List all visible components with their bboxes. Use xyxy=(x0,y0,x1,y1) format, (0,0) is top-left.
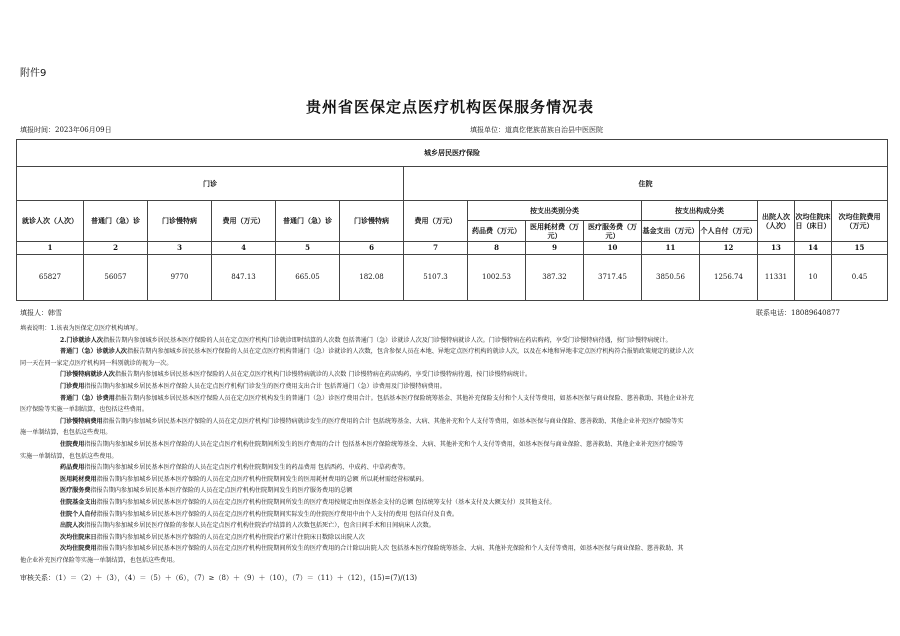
note-term: 医疗服务费 xyxy=(60,487,91,495)
fill-time-value: 2023年06月09日 xyxy=(55,126,112,134)
header-consumable: 医用耗材费（万元） xyxy=(526,221,584,242)
note-line xyxy=(20,404,880,416)
outpatient-header: 门诊 xyxy=(17,167,404,201)
note-text: 指报告期内参加城乡居民基本医疗保险的人员在定点医疗机构住院期间发生的药品费用 包括西药、中成药、中草药费等。 xyxy=(84,464,410,472)
note-line xyxy=(20,532,880,544)
header-chronic-cost: 门诊慢特病 xyxy=(340,201,404,242)
note-text: 指报告期内参加城乡居民基本医疗保险的人员在定点医疗机构门诊就诊即时结算的人次数 包括普通门（急）诊就诊人次及门诊慢特病就诊人次。门诊慢特病在药店购药，享受门诊慢特病待遇，按门诊慢特病统计。 xyxy=(102,336,672,344)
value-cell: 11331 xyxy=(758,255,795,301)
note-line xyxy=(20,439,880,451)
note-text: 指报告期内参加城乡居民基本医疗保险的人员在定点医疗机构住院期间发生的医疗服务费用的总额 xyxy=(90,487,353,495)
value-cell: 387.32 xyxy=(526,255,584,301)
note-line xyxy=(20,427,880,439)
value-cell: 182.08 xyxy=(340,255,404,301)
header-inpatient-cost: 费用（万元） xyxy=(404,201,468,242)
fill-unit-label: 填报单位： xyxy=(470,126,505,134)
value-cell: 3717.45 xyxy=(584,255,642,301)
filler xyxy=(20,308,62,318)
note-line xyxy=(20,485,880,497)
col-number: 6 xyxy=(340,242,404,255)
note-line xyxy=(20,555,880,567)
note-text: 指报告期内参加城乡居民基本医疗保险的人员在定点医疗机构住院期间所发生的医疗费用的合计 包括基本医疗保险统筹基金、大病、其他补充和个人支付等费用，如基本医保与商业保险、慈善救助、其他企业补充医疗保险等 xyxy=(84,440,684,448)
header-chronic-visits: 门诊慢特病 xyxy=(148,201,212,242)
note-term: 药品费用 xyxy=(60,464,85,472)
note-term: 医用耗材费用 xyxy=(60,475,97,483)
col-number: 1 xyxy=(17,242,84,255)
note-term: 住院基金支出 xyxy=(60,498,97,506)
note-line xyxy=(20,497,880,509)
note-text: 医疗保险等实施一单制结算，也包括这些费用。 xyxy=(20,406,148,414)
section-header: 城乡居民医疗保险 xyxy=(17,140,888,167)
note-line xyxy=(20,462,880,474)
phone xyxy=(756,308,840,318)
note-text: 指报告期内参加城乡居民基本医疗保险的人员在定点医疗机构住院期间所发生的医疗费用的合计除以出院人次 包括基本医疗保险统筹基金、大病、其他补充保险和个人支付等费用，如基本医保与商业保险、慈善救助、其 xyxy=(96,545,684,553)
note-term: 住院个人自付 xyxy=(60,510,97,518)
fill-unit-value: 道真仡佬族苗族自治县中医医院 xyxy=(505,126,603,134)
note-text: 同一天在同一家定点医疗机构同一科别就诊的视为一次。 xyxy=(20,359,173,367)
note-text: 指报告期内参加城乡居民基本医疗保险的人员在定点医疗机构门诊慢特病就诊的人次数 门诊慢特病在药店购药，享受门诊慢特病待遇，按门诊慢特病统计。 xyxy=(114,371,532,379)
note-line xyxy=(20,416,880,428)
col-number: 12 xyxy=(700,242,758,255)
note-line xyxy=(20,474,880,486)
header-by-category: 按支出类别分类 xyxy=(468,201,642,221)
header-by-structure: 按支出构成分类 xyxy=(642,201,758,221)
col-number: 15 xyxy=(832,242,888,255)
filler-label: 填报人： xyxy=(20,309,48,317)
fill-instructions xyxy=(20,323,880,566)
header-avg-bed-days: 次均住院床日（床日） xyxy=(795,201,832,242)
value-cell: 1002.53 xyxy=(468,255,526,301)
fill-unit xyxy=(470,125,603,135)
header-discharges: 出院人次（人次） xyxy=(758,201,795,242)
col-number: 5 xyxy=(276,242,340,255)
value-cell: 847.13 xyxy=(212,255,276,301)
col-number: 11 xyxy=(642,242,700,255)
col-number: 7 xyxy=(404,242,468,255)
note-text: 实施一单制结算，也包括这些费用。 xyxy=(20,452,118,460)
note-text: 指报告期内参加城乡居民基本医疗保险的人员在定点医疗机构住院期间发生的医用耗材费用的总额 所以耗材需经营标赋码。 xyxy=(96,475,428,483)
note-term: 门诊慢特病就诊人次 xyxy=(60,371,115,379)
note-line xyxy=(20,543,880,555)
note-text: 指报告期内参加城乡居民基本医疗保险人员在定点医疗机构门诊发生的医疗费用支出合计 包括普通门（急）诊费用及门诊慢特病费用。 xyxy=(84,382,446,390)
header-service: 医疗服务费（万元） xyxy=(584,221,642,242)
appendix-label: 附件9 xyxy=(20,68,47,79)
value-cell: 65827 xyxy=(17,255,84,301)
header-general-cost: 普通门（急）诊 xyxy=(276,201,340,242)
note-line xyxy=(20,509,880,521)
col-number: 4 xyxy=(212,242,276,255)
col-number: 14 xyxy=(795,242,832,255)
note-text: 他企业补充医疗保险等实施一单制结算，也包括这些费用。 xyxy=(20,556,179,564)
service-table xyxy=(16,139,888,301)
note-line xyxy=(20,520,880,532)
audit-relation: 审核关系：（1）＝（2）＋（3），（4）＝（5）＋（6），（7）≥（8）＋（9）＋（10），（7）＝（11）＋（12），(15)=(7)/(13) xyxy=(20,574,417,582)
note-term: 普通门（急）诊费用 xyxy=(60,394,115,402)
inpatient-header: 住院 xyxy=(404,167,888,201)
value-cell: 0.45 xyxy=(832,255,888,301)
note-line xyxy=(20,323,880,335)
header-outpatient-cost: 费用（万元） xyxy=(212,201,276,242)
note-term: 2.门诊就诊人次 xyxy=(60,336,103,344)
note-line xyxy=(20,381,880,393)
note-line xyxy=(20,335,880,347)
value-cell: 665.05 xyxy=(276,255,340,301)
value-cell: 56057 xyxy=(84,255,148,301)
phone-label: 联系电话： xyxy=(756,309,791,317)
note-line xyxy=(20,346,880,358)
note-text: 指报告期内参加城乡居民基本医疗保险的人员在定点医疗机构门诊慢特病就诊发生的医疗费用的合计 包括统筹基金、大病、其他补充和个人支付等费用，如基本医保与商业保险、慈善救助、其他企业补充医疗保险等实 xyxy=(102,417,684,425)
note-line xyxy=(20,393,880,405)
note-term: 普通门（急）诊就诊人次 xyxy=(60,348,128,356)
phone-value: 18089640877 xyxy=(791,309,840,317)
note-term: 次均住院床日 xyxy=(60,533,97,541)
note-text: 指报告期内参加城乡居民基本医疗保险的人员在定点医疗机构住院治疗累计住院床日数除以出院人次 xyxy=(96,533,365,541)
note-term: 次均住院费用 xyxy=(60,545,97,553)
header-fund: 基金支出（万元） xyxy=(642,221,700,242)
fill-time xyxy=(20,125,112,135)
header-self-pay: 个人自付（万元） xyxy=(700,221,758,242)
value-cell: 1256.74 xyxy=(700,255,758,301)
value-cell: 10 xyxy=(795,255,832,301)
note-text: 指报告期内参加城乡居民基本医疗保险的人员在定点医疗机构住院期间实际发生的住院医疗费用中由个人支付的费用 包括自付及自费。 xyxy=(96,510,459,518)
note-text: 指报告期内参加城乡居民基本医疗保险的人员在定点医疗机构住院期间所发生的医疗费用按规定由医保基金支付的总额 包括统筹支付（基本支付及大额支付）及其他支付。 xyxy=(96,498,556,506)
value-cell: 5107.3 xyxy=(404,255,468,301)
note-text: 指报告期内参加城乡居民基本医疗保险的人员在定点医疗机构普通门（急）诊就诊的人次数，包含参保人员在本地、异地定点医疗机构的就诊人次，以及在本地和异地非定点医疗机构符合报销政策规定的就诊人次 xyxy=(127,348,694,356)
col-number: 8 xyxy=(468,242,526,255)
note-line xyxy=(20,358,880,370)
note-line xyxy=(20,451,880,463)
header-visits: 就诊人次（人次） xyxy=(17,201,84,242)
col-number: 2 xyxy=(84,242,148,255)
note-text: 施一单制结算，也包括这些费用。 xyxy=(20,429,112,437)
note-text: 指报告期内参加城乡居民医疗保险的参保人员在定点医疗机构住院治疗结算的人次数包括死亡），包含日间手术和日间病床人次数。 xyxy=(84,522,435,530)
col-number: 3 xyxy=(148,242,212,255)
note-text: 指报告期内参加城乡居民基本医疗保险人员在定点医疗机构发生的普通门（急）诊医疗费用合计。包括基本医疗保险统筹基金、其他补充保险支付和个人支付等费用，如基本医保与商业保险、慈善救助、其他企业补充 xyxy=(114,394,694,402)
note-text: 填表说明：1.该表为医保定点医疗机构填写。 xyxy=(20,325,142,332)
header-avg-cost: 次均住院费用（万元） xyxy=(832,201,888,242)
fill-time-label: 填报时间： xyxy=(20,126,55,134)
page-title: 贵州省医保定点医疗机构医保服务情况表 xyxy=(305,98,594,116)
column-number-row xyxy=(17,242,888,255)
note-term: 门诊费用 xyxy=(60,382,85,390)
col-number: 10 xyxy=(584,242,642,255)
note-term: 出院人次 xyxy=(60,522,85,530)
note-line xyxy=(20,369,880,381)
value-cell: 3850.56 xyxy=(642,255,700,301)
header-general-visits: 普通门（急）诊 xyxy=(84,201,148,242)
data-row xyxy=(17,255,888,301)
value-cell: 9770 xyxy=(148,255,212,301)
note-term: 住院费用 xyxy=(60,440,85,448)
note-term: 门诊慢特病费用 xyxy=(60,417,103,425)
filler-value: 韩雪 xyxy=(48,309,62,317)
col-number: 9 xyxy=(526,242,584,255)
header-drug: 药品费（万元） xyxy=(468,221,526,242)
col-number: 13 xyxy=(758,242,795,255)
